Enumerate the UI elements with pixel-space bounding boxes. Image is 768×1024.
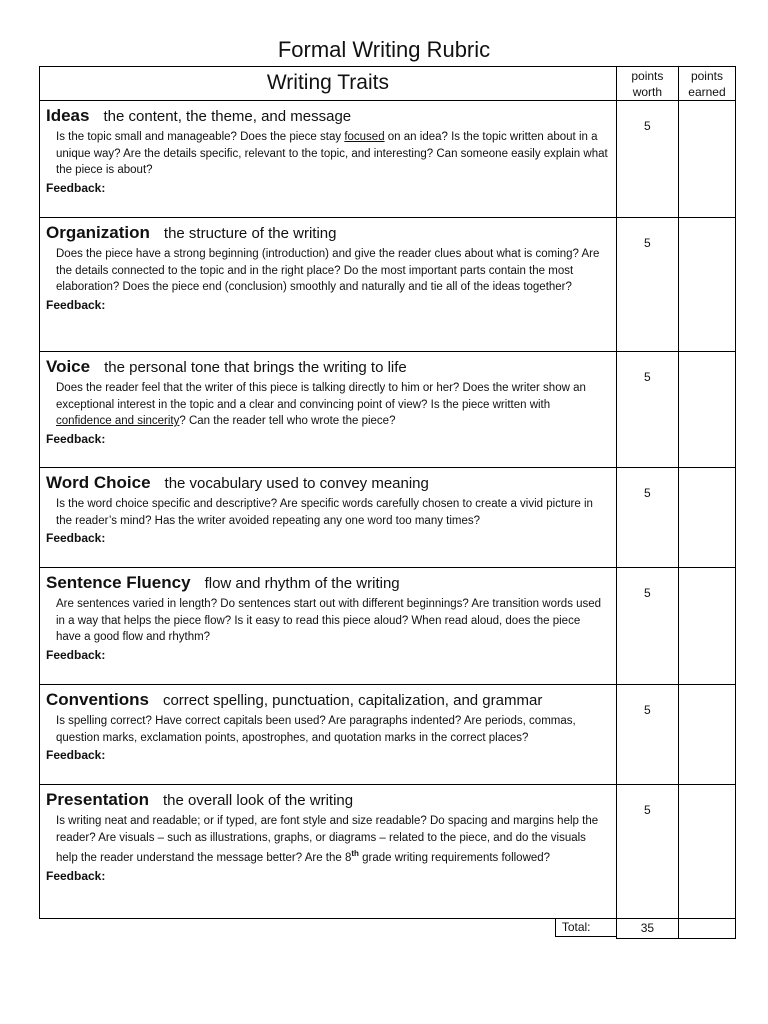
page-title: Formal Writing Rubric [277, 37, 491, 62]
trait-questions: Does the piece have a strong beginning (introduction) and give the reader clues about what is coming? Are the details connected to the topic and in the right place? Do the most important parts contain the most elaboration? Does the piece end (conclusion) smoothly and naturally and tie all of the ideas together? [56, 248, 600, 294]
total-label: Total: [561, 920, 591, 934]
superscript-th: th [351, 849, 359, 859]
points-worth-cell: 5 [616, 785, 678, 919]
points-earned-cell[interactable] [678, 101, 735, 218]
trait-name: Organization [46, 223, 150, 242]
points-earned-cell[interactable] [678, 352, 735, 468]
trait-questions: Is spelling correct? Have correct capitals been used? Are paragraphs indented? Are periods, commas, question marks, exclamation points, apostrophes, and quotation marks in the correct places? [56, 715, 576, 744]
trait-questions: Does the reader feel that the writer of this piece is talking directly to him or her? Does the writer show an exceptional interest in the topic and a clear and convincing point of view? Is the piece written with confidence and sincerity? Can the reader tell who wrote the piece? [56, 382, 586, 428]
trait-questions: Is the word choice specific and descriptive? Are specific words carefully chosen to create a vivid picture in the reader’s mind? Has the writer avoided repeating any one word too many times? [56, 498, 593, 527]
points-worth-cell: 5 [616, 101, 678, 218]
feedback-label: Feedback: [46, 531, 106, 546]
trait-cell [40, 568, 617, 685]
feedback-label: Feedback: [46, 431, 106, 446]
total-spacer [40, 919, 617, 939]
trait-cell [40, 352, 617, 468]
trait-row-sentence-fluency [40, 568, 736, 685]
trait-row-word-choice [40, 468, 736, 568]
trait-cell [40, 468, 617, 568]
trait-row-ideas [40, 101, 736, 218]
trait-subtitle: flow and rhythm of the writing [204, 575, 400, 592]
trait-name: Voice [46, 357, 91, 376]
underlined-text: focused [344, 131, 385, 143]
points-earned-cell[interactable] [678, 785, 735, 919]
header-points-earned: points earned [678, 67, 735, 101]
trait-questions: Is writing neat and readable; or if typed, are font style and size readable? Do spacing and margins help the reader? Are visuals – such as illustrations, graphs, or diagrams – related to the piece, and do the visuals help the reader understand the message better? Are the 8th grade writing requirements followed? [56, 815, 599, 865]
trait-subtitle: the vocabulary used to convey meaning [164, 475, 429, 492]
total-label-box [555, 918, 617, 937]
points-worth-cell: 5 [616, 468, 678, 568]
feedback-label: Feedback: [46, 748, 106, 763]
underlined-text: confidence and sincerity [56, 415, 180, 428]
points-worth-cell: 5 [616, 218, 678, 352]
trait-row-presentation [40, 785, 736, 919]
points-worth-cell: 5 [616, 568, 678, 685]
points-earned-cell[interactable] [678, 568, 735, 685]
trait-subtitle: the content, the theme, and message [103, 108, 352, 125]
trait-row-voice [40, 352, 736, 468]
trait-cell [40, 218, 617, 352]
trait-cell [40, 685, 617, 785]
header-row [40, 67, 736, 101]
trait-row-conventions [40, 685, 736, 785]
feedback-label: Feedback: [46, 180, 106, 195]
total-worth-cell: 35 [616, 919, 678, 939]
trait-questions: Is the topic small and manageable? Does the piece stay focused on an idea? Is the topic written about in a unique way? Are the details specific, relevant to the topic, and interesting? Can someone easily explain what the piece is about? [56, 131, 608, 177]
trait-subtitle: correct spelling, punctuation, capitalization, and grammar [162, 692, 543, 709]
rubric-table [39, 66, 736, 939]
trait-subtitle: the structure of the writing [163, 225, 337, 242]
points-worth-cell: 5 [616, 685, 678, 785]
trait-subtitle: the overall look of the writing [162, 792, 354, 809]
trait-questions: Are sentences varied in length? Do sentences start out with different beginnings? Are transition words used in a way that helps the piece flow? Is it easy to read this piece aloud? When read aloud, does the piece have a good flow and rhythm? [56, 598, 602, 644]
feedback-label: Feedback: [46, 647, 106, 662]
trait-subtitle: the personal tone that brings the writing to life [104, 359, 407, 376]
trait-name: Word Choice [46, 473, 151, 492]
header-points-worth: points worth [616, 67, 678, 101]
trait-row-organization [40, 218, 736, 352]
total-row [40, 919, 736, 939]
trait-name: Sentence Fluency [46, 573, 191, 592]
trait-name: Presentation [46, 790, 149, 809]
header-writing-traits: Writing Traits [40, 67, 617, 101]
total-earned-cell[interactable] [678, 919, 735, 939]
points-earned-cell[interactable] [678, 468, 735, 568]
points-worth-cell: 5 [616, 352, 678, 468]
feedback-label: Feedback: [46, 868, 106, 883]
trait-name: Ideas [46, 106, 90, 125]
points-earned-cell[interactable] [678, 218, 735, 352]
feedback-label: Feedback: [46, 297, 106, 312]
trait-cell [40, 785, 617, 919]
trait-cell [40, 101, 617, 218]
points-earned-cell[interactable] [678, 685, 735, 785]
trait-name: Conventions [46, 690, 149, 709]
